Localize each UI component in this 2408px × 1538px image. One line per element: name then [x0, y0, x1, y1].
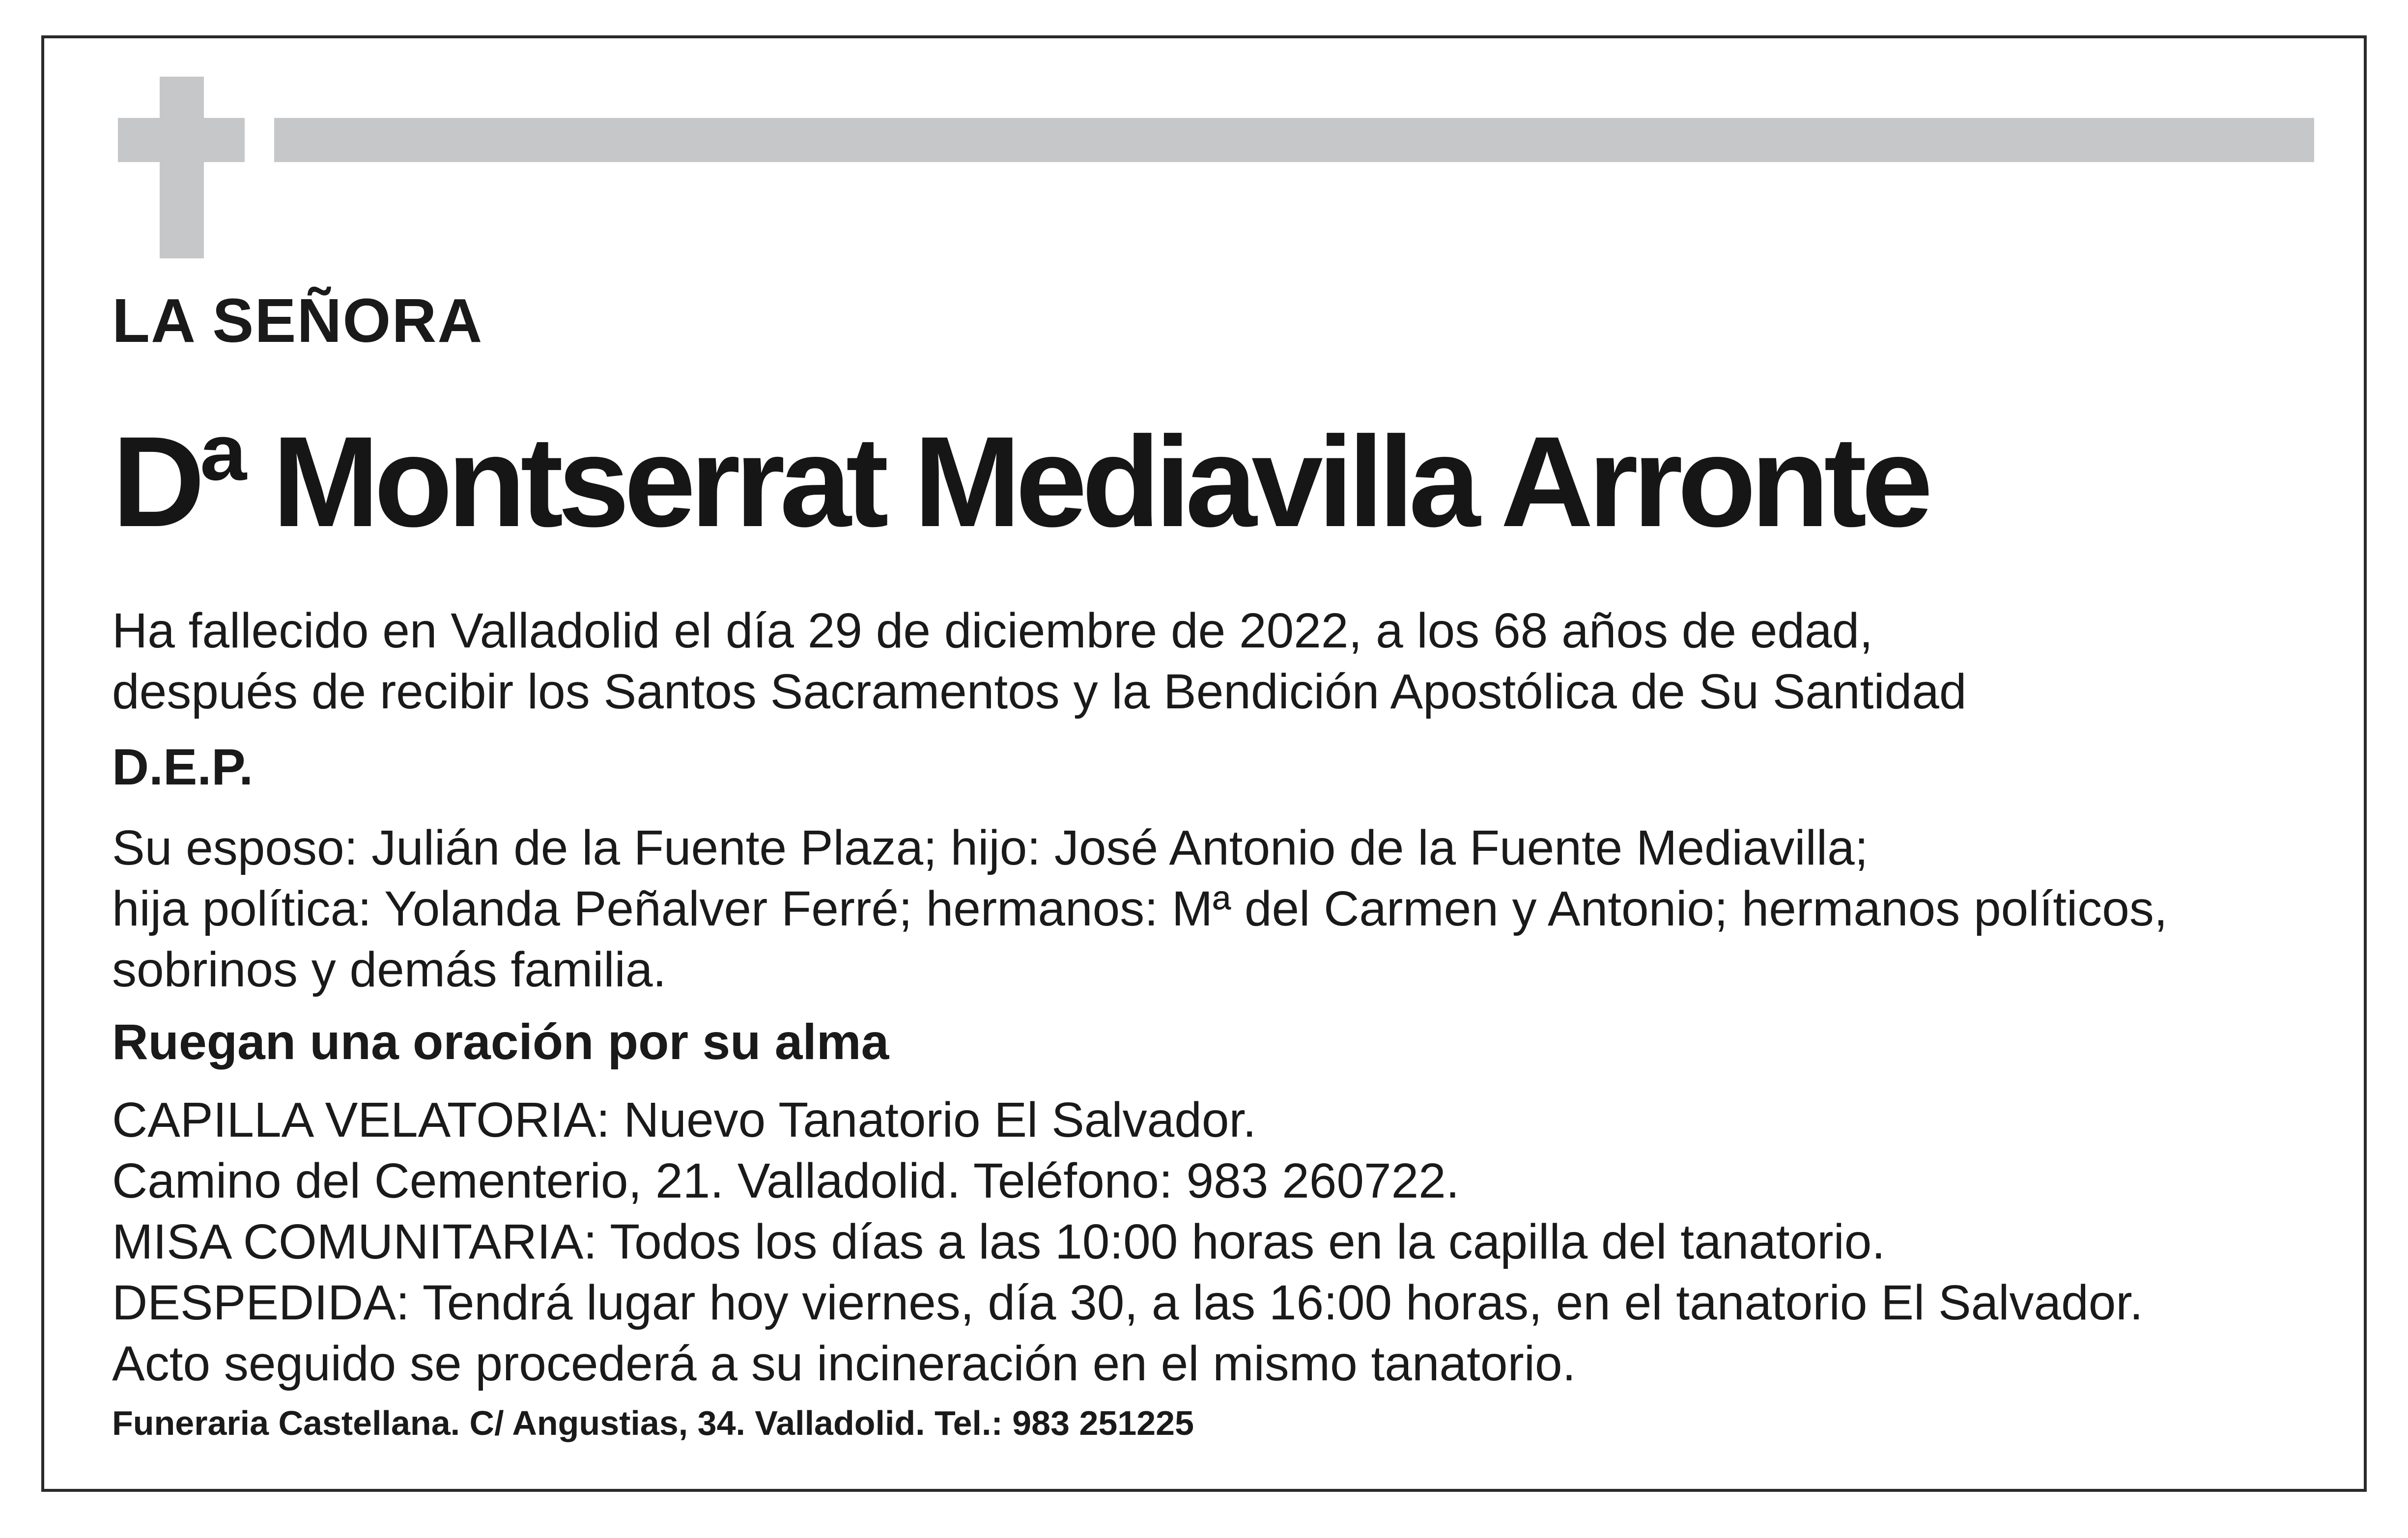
service-details [112, 1090, 2143, 1394]
funeral-home-footer: Funeraria Castellana. C/ Angustias, 34. Valladolid. Tel.: 983 251225 [112, 1404, 1194, 1442]
family-list [112, 817, 2168, 1000]
service-line: MISA COMUNITARIA: Todos los días a las 10:00 horas en la capilla del tanatorio. [112, 1214, 1886, 1269]
death-line: Ha fallecido en Valladolid el día 29 de diciembre de 2022, a los 68 años de edad, [112, 603, 1873, 658]
cross-horizontal-beam [118, 118, 245, 162]
service-line: Acto seguido se procederá a su incineración en el mismo tanatorio. [112, 1336, 1576, 1391]
family-line: Su esposo: Julián de la Fuente Plaza; hijo: José Antonio de la Fuente Mediavilla; [112, 820, 1869, 875]
header-rule [274, 118, 2314, 162]
family-line: hija política: Yolanda Peñalver Ferré; hermanos: Mª del Carmen y Antonio; hermanos políticos, [112, 881, 2168, 936]
cross-vertical-beam [160, 77, 204, 258]
service-line: CAPILLA VELATORIA: Nuevo Tanatorio El Salvador. [112, 1092, 1257, 1147]
service-line: DESPEDIDA: Tendrá lugar hoy viernes, día 30, a las 16:00 horas, en el tanatorio El Salvador. [112, 1275, 2143, 1330]
deceased-name: Dª Montserrat Mediavilla Arronte [112, 410, 1928, 554]
service-line: Camino del Cementerio, 21. Valladolid. Teléfono: 983 260722. [112, 1153, 1460, 1208]
death-announcement [112, 600, 1967, 722]
dep-label: D.E.P. [112, 739, 254, 796]
honorific: LA SEÑORA [112, 286, 483, 355]
prayer-request: Ruegan una oración por su alma [112, 1014, 889, 1070]
family-line: sobrinos y demás familia. [112, 942, 667, 997]
death-line: después de recibir los Santos Sacramentos y la Bendición Apostólica de Su Santidad [112, 664, 1967, 719]
